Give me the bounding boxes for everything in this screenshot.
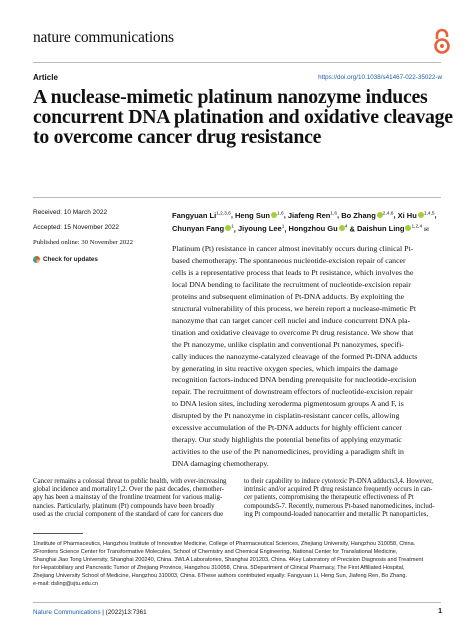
author[interactable]: Hongzhou Gu $^4$	[288, 224, 348, 234]
author[interactable]: Xi Hu $^{1,4,5}$	[397, 210, 435, 220]
author[interactable]: Jiyoung Lee$^1$	[237, 224, 285, 234]
footnote-divider	[33, 533, 83, 534]
title-divider	[33, 197, 441, 198]
page-number: 1	[438, 608, 442, 615]
body-text-right-column: to their capability to induce cytotoxic Pt-DNA adducts3,4. However, intrinsic and/or acquired Pt drug resistance frequently occurs in can- cer patients, compromising the therapeutic effectiveness of Pt compounds5-7. Recently, numerous Pt-based nanomedicines, includ- ing Pt compound-loaded nanocarrier and metallic Pt nanoparticles,	[244, 478, 435, 518]
article-type-label: Article	[33, 73, 58, 82]
author[interactable]: Daishun Ling $^{1,2,4}$	[356, 224, 423, 234]
author[interactable]: Heng Sun $^{1,6}$	[235, 210, 284, 220]
author-list: Fangyuan Li$^{1,2,3,6}$, Heng Sun $^{1,6}$, Jiafeng Ren$^{1,6}$, Bo Zhang $^{2,4,6}$, Xi Hu $^{1,4,5}$, Chunyan Fang $^1$, Jiyoung Lee$^1$, Hongzhou Gu $^4$ & Daishun Ling $^{1,2,4}$ ✉	[172, 210, 437, 234]
check-updates-label: Check for updates	[43, 256, 98, 263]
footer-divider	[33, 602, 441, 603]
footer-journal-link[interactable]: Nature Communications	[33, 609, 101, 616]
author[interactable]: Fangyuan Li$^{1,2,3,6}$	[172, 210, 231, 220]
header-divider	[33, 62, 441, 63]
doi-link[interactable]: https://doi.org/10.1038/s41467-022-35022-w	[318, 74, 442, 81]
open-access-lock-icon	[432, 27, 452, 55]
check-updates-icon	[33, 256, 40, 263]
accepted-date: Accepted: 15 November 2022	[33, 224, 119, 231]
journal-name[interactable]: nature communications	[33, 29, 174, 46]
abstract-text: Platinum (Pt) resistance in cancer almost inevitably occurs during clinical Pt- based chemotherapy. The spontaneous nucleotide-excision repair of cancer cells is a representative process that leads to Pt resistance, which involves the local DNA bending to facilitate the recruitment of nucleotide-excision repair proteins and subsequent elimination of Pt-DNA adducts. By exploiting the structural vulnerability of this process, we herein report a nuclease-mimetic Pt nanozyme that can target cancer cell nuclei and induce concurrent DNA pla- tination and oxidative cleavage to overcome Pt drug resistance. We show that the Pt nanozyme, unlike cisplatin and conventional Pt nanozymes, specifi- cally induces the nanozyme-catalyzed cleavage of the formed Pt-DNA adducts by generating in situ reactive oxygen species, which impairs the damage recognition factors-induced DNA bending prerequisite for nucleotide-excision repair. The recruitment of downstream effectors of nucleotide-excision repair to DNA lesion sites, including xeroderma pigmentosum groups A and F, is disrupted by the Pt nanozyme in cisplatin-resistant cancer cells, allowing excessive accumulation of the Pt-DNA adducts for highly efficient cancer therapy. Our study highlights the potential benefits of applying enzymatic activities to the use of the Pt nanomedicines, providing a paradigm shift in DNA damaging chemotherapy.	[172, 244, 418, 469]
author[interactable]: Jiafeng Ren$^{1,6}$	[287, 210, 338, 220]
article-title: A nuclease-mimetic platinum nanozyme induces concurrent DNA platination and oxidative cleavage to overcome cancer drug resistance	[33, 86, 453, 148]
published-date: Published online: 30 November 2022	[33, 239, 133, 246]
footer-citation	[33, 609, 147, 616]
author[interactable]: Chunyan Fang $^1$	[172, 224, 234, 234]
check-updates-button[interactable]	[33, 256, 98, 263]
footer-volume: | (2022)13:7361	[100, 609, 147, 616]
body-text-left-column: Cancer remains a colossal threat to public health, with ever-increasing global incidence and mortality1,2. Over the past decades, chemother- apy has been a mainstay of the frontline treatment for various malig- nancies. Particularly, platinum (Pt) compounds have been broadly used as the crucial component of the standard of care for cancers due	[33, 478, 227, 518]
affiliations-footnote: 1Institute of Pharmaceutics, Hangzhou Institute of Innovative Medicine, College of Pharmaceutical Sciences, Zhejiang University, Hangzhou 310058, China. 2Frontiers Science Center for Transformative Molecules, School of Chemistry and Chemical Engineering, National Center for Translational Medicine, Shanghai Jiao Tong University, Shanghai 200240, China. 3WLA Laboratories, Shanghai 201203, China. 4Key Laboratory of Precision Diagnosis and Treatment for Hepatobiliary and Pancreatic Tumor of Zhejiang Province, Hangzhou 310058, China. 5Department of Clinical Pharmacy, The First Affiliated Hospital, Zhejiang University School of Medicine, Hangzhou 310003, China. 6These authors contributed equally: Fangyuan Li, Heng Sun, Jiafeng Ren, Bo Zhang. e-mail: dsling@sjtu.edu.cn	[33, 541, 424, 588]
author[interactable]: Bo Zhang $^{2,4,6}$	[341, 210, 394, 220]
received-date: Received: 10 March 2022	[33, 209, 108, 216]
